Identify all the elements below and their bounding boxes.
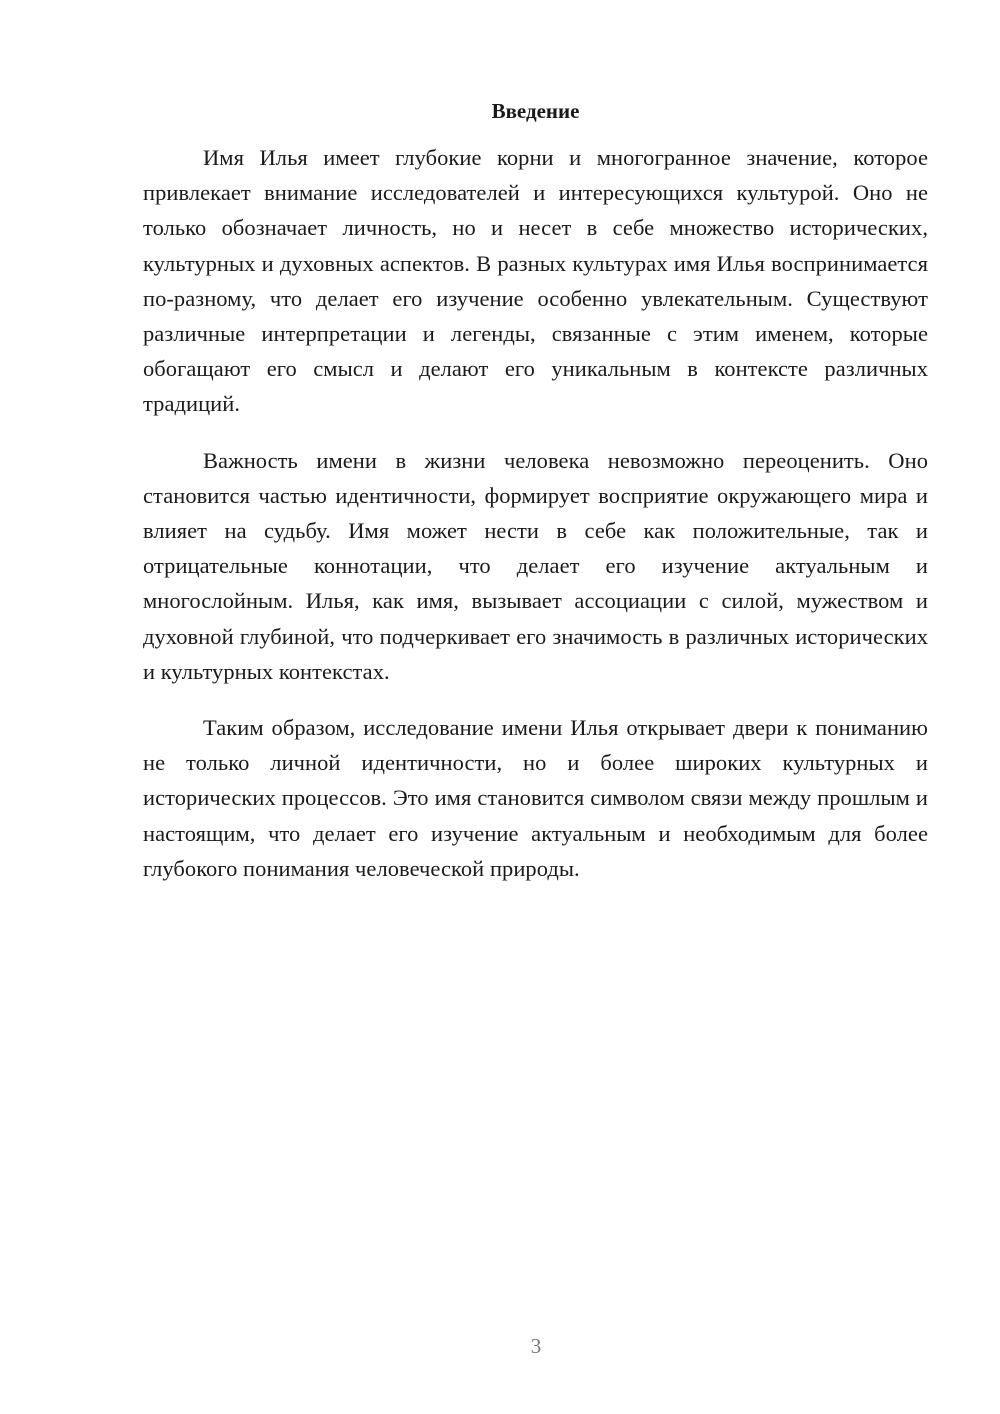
page-number: 3 <box>530 1334 542 1358</box>
page-content <box>143 96 928 907</box>
paragraph-3: Таким образом, исследование имени Илья открывает двери к пониманию не только личной идентичности, но и более широких культурных и исторических процессов. Это имя становится символом связи между прошлым и настоящим, что делает его изучение актуальным и необходимым для более глубокого понимания человеческой природы. <box>143 715 928 881</box>
paragraph-2: Важность имени в жизни человека невозможно переоценить. Оно становится частью идентичности, формирует восприятие окружающего мира и влияет на судьбу. Имя может нести в себе как положительные, так и отрицательные коннотации, что делает его изучение актуальным и многослойным. Илья, как имя, вызывает ассоциации с силой, мужеством и духовной глубиной, что подчеркивает его значимость в различных исторических и культурных контекстах. <box>143 447 928 684</box>
section-title: Введение <box>491 99 580 123</box>
paragraph-1: Имя Илья имеет глубокие корни и многогранное значение, которое привлекает внимание исследователей и интересующихся культурой. Оно не только обозначает личность, но и несет в себе множество исторических, культурных и духовных аспектов. В разных культурах имя Илья воспринимается по-разному, что делает его изучение особенно увлекательным. Существуют различные интерпретации и легенды, связанные с этим именем, которые обогащают его смысл и делают его уникальным в контексте различных традиций. <box>143 145 928 417</box>
